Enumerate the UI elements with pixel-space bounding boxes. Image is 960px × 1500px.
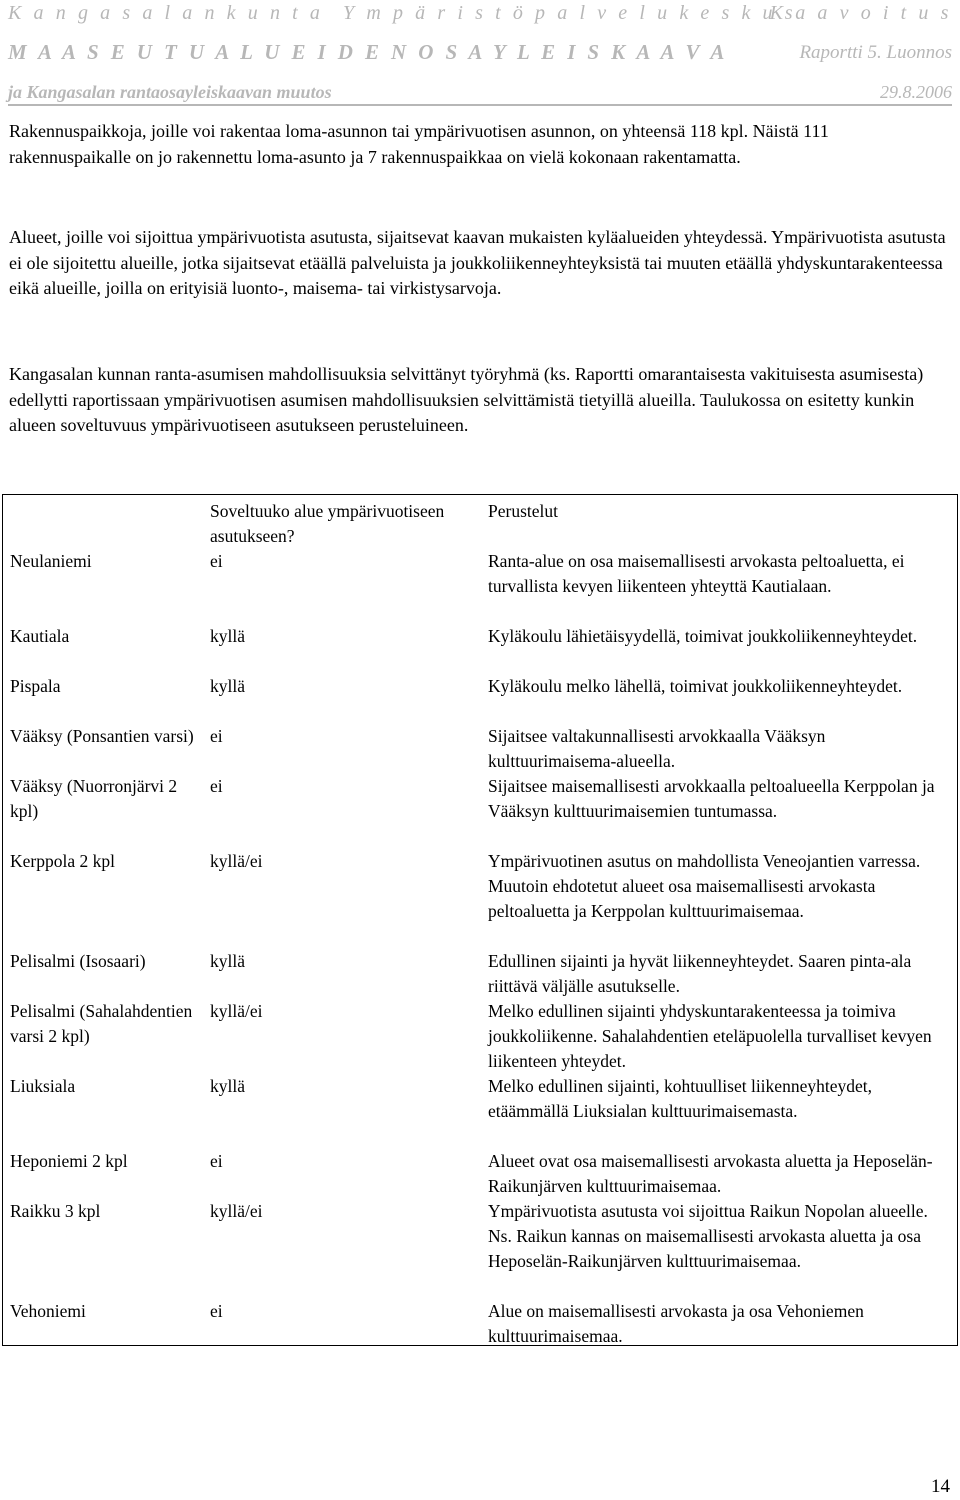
row-area: Kerppola 2 kpl	[10, 851, 115, 871]
row-area: Kautiala	[10, 626, 70, 646]
row-reason: Alue on maisemallisesti arvokasta ja osa Vehoniemen kulttuurimaisemaa.	[488, 1301, 864, 1346]
row-reason: Ympärivuotinen asutus on mahdollista Veneojantien varressa. Muutoin ehdotetut alueet osa maisemallisesti arvokasta peltoaluetta ja Kerppolan kulttuurimaisemaa.	[488, 851, 921, 921]
row-reason: Kyläkoulu lähietäisyydellä, toimivat joukkoliikenneyhteydet.	[488, 626, 918, 646]
header-org: K a n g a s a l a n k u n t a	[8, 2, 324, 24]
row-reason: Ranta-alue on osa maisemallisesti arvokasta peltoaluetta, ei turvallista kevyen liikenteen yhteyttä Kautialaan.	[488, 551, 905, 596]
row-reason: Edullinen sijainti ja hyvät liikenneyhteydet. Saaren pinta-ala riittävä väljälle asutukselle.	[488, 951, 912, 996]
row-reason: Melko edullinen sijainti yhdyskuntarakenteessa ja toimiva joukkoliikenne. Sahalahdentien eteläpuolella turvalliset kevyen liikenteen yhteydet.	[488, 1001, 932, 1071]
row-area: Heponiemi 2 kpl	[10, 1151, 128, 1171]
paragraph: Alueet, joille voi sijoittua ympärivuotista asutusta, sijaitsevat kaavan mukaisten kyläalueiden yhteydessä. Ympärivuotista asutusta ei ole sijoitettu alueille, jotka sijaitsevat etäällä palveluista ja joukkoliikenneyhteyksistä tai muuten etäällä yhdyskuntarakenteessa eikä alueille, joilla on erityisiä luonto-, maisema- tai virkistysarvoja.	[9, 227, 946, 299]
row-area: Pelisalmi (Sahalahdentien varsi 2 kpl)	[10, 1001, 193, 1046]
header-report: Raportti 5. Luonnos	[799, 42, 952, 63]
page-header-line-3	[8, 82, 952, 104]
row-suitable: ei	[210, 551, 223, 571]
paragraph: Kangasalan kunnan ranta-asumisen mahdollisuuksia selvittänyt työryhmä (ks. Raportti omarantaisesta vakituisesta asumisesta) edellytti raportissaan ympärivuotisen asumisen mahdollisuuksien selvittämistä tietyillä alueilla. Taulukossa on esitetty kunkin alueen soveltuvuus ympärivuotiseen asutukseen perusteluineen.	[9, 364, 924, 436]
row-area: Vehoniemi	[10, 1301, 86, 1321]
row-reason: Melko edullinen sijainti, kohtuulliset liikenneyhteydet, etäämmällä Liuksialan kulttuurimaisemasta.	[488, 1076, 872, 1121]
row-suitable: kyllä/ei	[210, 1001, 263, 1021]
row-suitable: ei	[210, 1151, 223, 1171]
header-unit: K a a v o i t u s	[769, 2, 952, 24]
row-suitable: ei	[210, 1301, 223, 1321]
row-suitable: kyllä/ei	[210, 851, 263, 871]
row-area: Vääksy (Nuorronjärvi 2 kpl)	[10, 776, 178, 821]
row-area: Liuksiala	[10, 1076, 76, 1096]
row-suitable: kyllä	[210, 676, 245, 696]
row-reason: Sijaitsee valtakunnallisesti arvokkaalla Vääksyn kulttuurimaisema-alueella.	[488, 726, 826, 771]
header-center: Y m p ä r i s t ö p a l v e l u k e s k u s	[343, 2, 797, 24]
row-reason: Kyläkoulu melko lähellä, toimivat joukkoliikenneyhteydet.	[488, 676, 903, 696]
table-header-suitable: Soveltuuko alue ympärivuotiseen asutukseen?	[210, 501, 445, 546]
row-reason: Sijaitsee maisemallisesti arvokkaalla peltoalueella Kerppolan ja Vääksyn kulttuurimaisemien tuntumassa.	[488, 776, 935, 821]
page-header-line-1	[8, 2, 952, 26]
header-divider	[8, 104, 952, 106]
header-title: M A A S E U T U A L U E I D E N O S A Y L E I S K A A V A	[8, 40, 728, 64]
row-reason: Alueet ovat osa maisemallisesti arvokasta aluetta ja Heposelän-Raikunjärven kulttuurimaisemaa.	[488, 1151, 933, 1196]
paragraph: Rakennuspaikkoja, joille voi rakentaa loma-asunnon tai ympärivuotisen asunnon, on yhteensä 118 kpl. Näistä 111 rakennuspaikalle on jo rakennettu loma-asunto ja 7 rakennuspaikkaa on vielä kokonaan rakentamatta.	[9, 121, 829, 167]
row-reason: Ympärivuotista asutusta voi sijoittua Raikun Nopolan alueelle. Ns. Raikun kannas on maisemallisesti arvokasta aluetta ja osa Heposelän-Raikunjärven kulttuurimaisemaa.	[488, 1201, 928, 1271]
row-area: Pispala	[10, 676, 61, 696]
suitability-table	[2, 494, 958, 1346]
page-header-line-2	[8, 40, 952, 66]
header-date: 29.8.2006	[880, 82, 952, 102]
row-area: Raikku 3 kpl	[10, 1201, 101, 1221]
row-suitable: kyllä	[210, 626, 245, 646]
row-area: Vääksy (Ponsantien varsi)	[10, 726, 194, 746]
page-number: 14	[931, 1476, 950, 1497]
row-suitable: kyllä	[210, 951, 245, 971]
row-area: Pelisalmi (Isosaari)	[10, 951, 146, 971]
table-header-reason: Perustelut	[488, 501, 558, 521]
row-suitable: ei	[210, 726, 223, 746]
row-area: Neulaniemi	[10, 551, 92, 571]
row-suitable: ei	[210, 776, 223, 796]
row-suitable: kyllä/ei	[210, 1201, 263, 1221]
row-suitable: kyllä	[210, 1076, 245, 1096]
header-subtitle: ja Kangasalan rantaosayleiskaavan muutos	[8, 82, 332, 102]
